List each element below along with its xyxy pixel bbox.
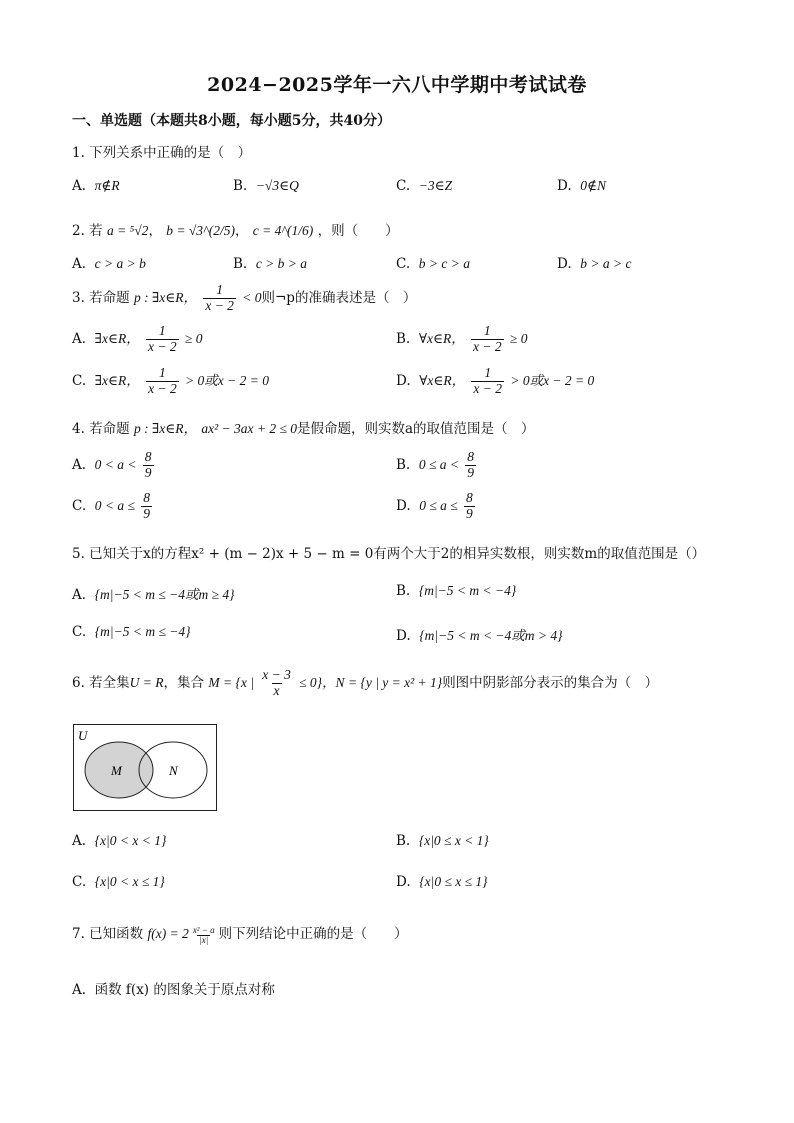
q2-option-b[interactable]	[233, 256, 307, 272]
section-heading: 一、单选题（本题共8小题，每小题5分，共40分）	[72, 113, 391, 129]
option-text: b > c > a	[418, 256, 470, 271]
q1-option-a[interactable]	[72, 178, 120, 194]
option-text: {m|−5 < m ≤ −4}	[94, 624, 191, 639]
q2-option-a[interactable]	[72, 256, 146, 272]
option-tail: > 0或x − 2 = 0	[185, 372, 269, 388]
option-label: B.	[396, 456, 411, 473]
q4-expression: ax² − 3ax + 2 ≤ 0	[201, 421, 297, 436]
q6-option-b[interactable]	[396, 833, 489, 849]
option-fraction	[143, 450, 154, 481]
option-fraction	[141, 491, 152, 522]
q2-b-expr: b = √3^(2/5)	[166, 223, 235, 238]
q6-prefix: 6. 若全集	[72, 674, 130, 691]
option-text: c > b > a	[255, 256, 308, 271]
q4-option-c[interactable]	[72, 491, 154, 522]
q6-fraction	[260, 668, 293, 699]
option-label: A.	[72, 256, 87, 272]
numerator: 8	[144, 449, 152, 464]
venn-set-m-label: M	[111, 763, 122, 778]
option-label: A.	[72, 833, 87, 849]
denominator: x − 2	[473, 338, 502, 354]
q6-mid: ，集合	[163, 674, 205, 691]
option-label: A.	[72, 178, 87, 194]
q2-option-c[interactable]	[396, 256, 470, 272]
denominator: 9	[467, 464, 475, 480]
denominator: |x|	[199, 935, 209, 946]
q3-suffix: 则¬p的准确表述是（ ）	[261, 289, 417, 306]
option-text: −3∈Z	[418, 178, 453, 193]
q5-option-a[interactable]	[72, 583, 235, 603]
option-label: C.	[396, 256, 411, 272]
q2-a-expr: a = ⁵√2	[106, 223, 149, 238]
q7-exponent	[191, 926, 217, 947]
q3-prefix: 3. 若命题	[72, 289, 130, 306]
q6-suffix: 则图中阴影部分表示的集合为（ ）	[442, 674, 659, 691]
q3-option-d[interactable]	[396, 366, 594, 397]
q6-option-a[interactable]	[72, 833, 166, 849]
q6-option-d[interactable]	[396, 874, 488, 890]
q3-option-c[interactable]	[72, 366, 269, 397]
q2-c-expr: c = 4^(1/6)	[252, 223, 314, 238]
option-label: C.	[396, 178, 411, 194]
numerator: x² − a	[192, 924, 215, 935]
option-fraction	[471, 366, 504, 397]
option-text: 函数 f(x) 的图象关于原点对称	[94, 982, 275, 998]
q4-stem	[72, 417, 535, 437]
q6-universal-set: U = R	[129, 674, 164, 690]
option-text: {x|0 < x ≤ 1}	[94, 874, 165, 889]
option-label: A.	[72, 587, 87, 603]
numerator: 8	[467, 449, 475, 464]
q2-option-d[interactable]	[557, 256, 631, 272]
page-title: 2024−2025学年一六八中学期中考试试卷	[207, 74, 587, 96]
q1-option-b[interactable]	[233, 178, 299, 194]
option-tail: ≥ 0	[184, 330, 203, 346]
numerator: 1	[484, 365, 492, 380]
q5-option-c[interactable]	[72, 624, 190, 640]
q7-option-a[interactable]	[72, 978, 275, 998]
q5-option-b[interactable]	[396, 583, 516, 599]
denominator: x − 2	[148, 338, 177, 354]
q2-prefix: 2. 若	[72, 223, 103, 239]
option-tail: > 0或x − 2 = 0	[510, 372, 595, 388]
numerator: x − 3	[262, 667, 291, 682]
q7-stem	[72, 922, 408, 946]
q5-stem: 5. 已知关于x的方程x² + (m − 2)x + 5 − m = 0有两个大于2的相异实数根，则实数m的取值范围是（）	[72, 546, 706, 562]
option-text: 0∉N	[580, 178, 606, 193]
venn-svg	[74, 725, 216, 810]
q6-option-c[interactable]	[72, 874, 165, 890]
option-label: C.	[72, 874, 87, 890]
option-fraction	[471, 324, 504, 355]
option-text: −√3∈Q	[255, 178, 299, 193]
option-fraction	[146, 366, 179, 397]
denominator: x − 2	[148, 380, 177, 396]
option-label: B.	[233, 256, 248, 272]
denominator: 9	[143, 505, 150, 521]
option-head: ∃x∈R，	[94, 372, 140, 388]
q3-fraction	[203, 283, 236, 314]
numerator: 1	[483, 323, 491, 338]
option-head: 0 ≤ a <	[418, 456, 459, 472]
option-fraction	[465, 450, 476, 481]
option-fraction	[464, 491, 475, 522]
q3-option-a[interactable]	[72, 324, 202, 355]
q3-option-b[interactable]	[396, 324, 527, 355]
denominator: x	[273, 682, 280, 698]
option-label: B.	[233, 178, 248, 194]
venn-set-n-label: N	[169, 763, 178, 778]
option-tail: ≥ 0	[509, 330, 528, 346]
option-text: {x|0 < x < 1}	[94, 833, 167, 848]
numerator: 1	[159, 365, 166, 380]
numerator: 1	[216, 282, 223, 297]
option-text: {m|−5 < m < −4或m > 4}	[419, 628, 563, 643]
numerator: 8	[465, 490, 473, 505]
q6-stem	[72, 668, 658, 699]
option-text: b > a > c	[580, 256, 632, 271]
option-label: A.	[72, 982, 87, 998]
venn-universal-label: U	[78, 728, 88, 743]
option-label: C.	[72, 372, 87, 389]
option-head: ∃x∈R，	[94, 330, 140, 346]
option-head: 0 < a <	[94, 456, 137, 472]
q4-option-d[interactable]	[396, 491, 477, 522]
denominator: x − 2	[205, 297, 234, 313]
option-label: B.	[396, 330, 411, 347]
q3-stem	[72, 283, 416, 314]
q2-stem: 2. 若 a = ⁵√2， b = √3^(2/5)， c = 4^(1/6) ，则（ ）	[72, 223, 399, 239]
option-text: {m|−5 < m ≤ −4或m ≥ 4}	[94, 587, 235, 602]
q4-option-b[interactable]	[396, 450, 478, 481]
numerator: 1	[158, 323, 166, 338]
option-label: C.	[72, 497, 87, 514]
q1-option-c[interactable]	[396, 178, 452, 194]
option-text: c > a > b	[94, 256, 146, 271]
option-text: {x|0 ≤ x ≤ 1}	[419, 874, 488, 889]
option-label: D.	[396, 874, 411, 890]
option-label: B.	[396, 583, 411, 599]
option-label: B.	[396, 833, 411, 849]
q4-premise: p : ∃x∈R，	[133, 421, 198, 436]
q3-premise: p : ∃x∈R，	[133, 289, 198, 305]
q5-option-d[interactable]	[396, 624, 563, 644]
option-text: π∉R	[94, 178, 120, 193]
option-label: A.	[72, 330, 87, 347]
option-label: C.	[72, 624, 87, 640]
option-head: ∀x∈R，	[419, 372, 466, 388]
option-head: ∀x∈R，	[418, 330, 465, 346]
denominator: 9	[144, 464, 152, 480]
q6-set-n: ，N = {y | y = x² + 1}	[322, 674, 443, 690]
q4-option-a[interactable]	[72, 450, 156, 481]
option-label: D.	[396, 497, 411, 514]
option-head: 0 < a ≤	[94, 497, 135, 513]
option-label: D.	[396, 372, 411, 389]
q7-prefix: 7. 已知函数	[72, 926, 144, 942]
q6-set-m-tail: ≤ 0}	[299, 674, 323, 690]
option-head: 0 ≤ a ≤	[419, 497, 458, 513]
q1-option-d[interactable]	[557, 178, 606, 194]
venn-diagram	[73, 724, 217, 811]
option-fraction	[146, 324, 179, 355]
q6-set-m-head: M = {x |	[208, 674, 254, 690]
option-text: {m|−5 < m < −4}	[418, 583, 517, 598]
q1-stem: 1. 下列关系中正确的是（ ）	[72, 145, 252, 161]
denominator: x − 2	[473, 380, 503, 396]
option-text: {x|0 ≤ x < 1}	[418, 833, 489, 848]
option-label: D.	[557, 256, 572, 272]
q4-prefix: 4. 若命题	[72, 421, 130, 437]
option-label: A.	[72, 456, 87, 473]
q4-suffix: 是假命题，则实数a的取值范围是（ ）	[297, 421, 535, 437]
q7-suffix: 则下列结论中正确的是（ ）	[218, 926, 408, 942]
numerator: 8	[143, 490, 150, 505]
option-label: D.	[396, 628, 411, 644]
option-label: D.	[557, 178, 572, 194]
denominator: 9	[465, 505, 473, 521]
q2-suffix: ，则（ ）	[317, 223, 399, 239]
q3-cond-tail: < 0	[242, 289, 262, 305]
q7-function: f(x) = 2	[147, 926, 189, 941]
